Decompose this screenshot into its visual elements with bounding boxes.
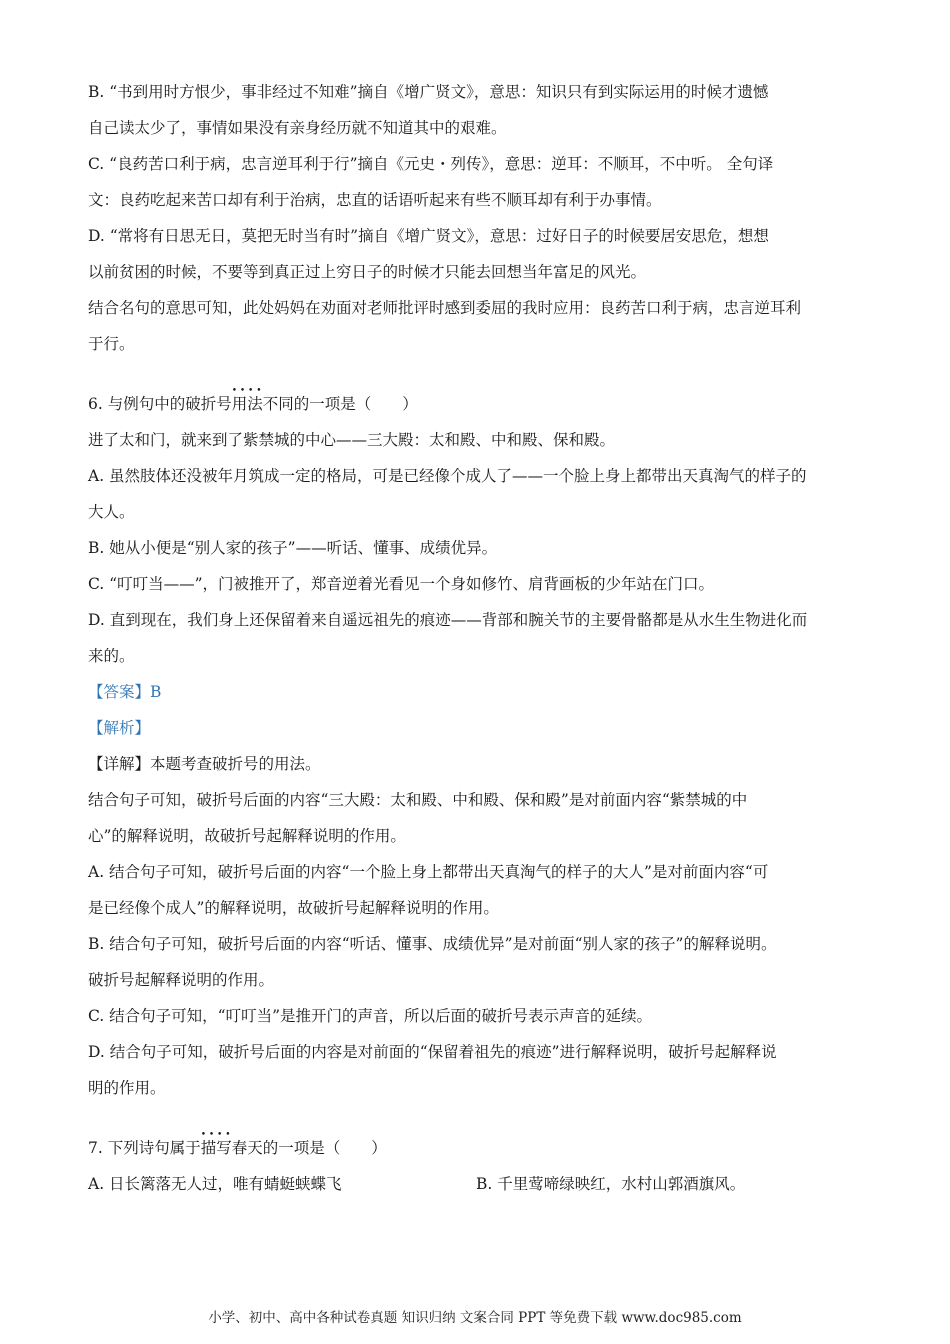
prev-option-c-line2: 文：良药吃起来苦口却有利于治病，忠直的话语听起来有些不顺耳却有利于办事情。: [88, 191, 662, 209]
question-7-options: [88, 1166, 864, 1202]
explanation-line2: 心”的解释说明，故破折号起解释说明的作用。: [88, 827, 406, 845]
explanation-a-line2: 是已经像个成人”的解释说明，故破折号起解释说明的作用。: [88, 899, 499, 917]
question-6-option-a-line1: A. 虽然肢体还没被年月筑成一定的格局，可是已经像个成人了——一个脸上身上都带出天真淘气的样子的: [88, 467, 807, 485]
explanation-a-line1: A. 结合句子可知，破折号后面的内容“一个脸上身上都带出天真淘气的样子的大人”是对前面内容“可: [88, 863, 769, 881]
explanation-d-line1: D. 结合句子可知，破折号后面的内容是对前面的“保留着祖先的痕迹”进行解释说明，破折号起解释说: [88, 1043, 777, 1061]
question-6-stem: 6. 与例句中的破折号• • • • 用法不同的一项是（ ）: [88, 386, 864, 422]
prev-option-b-line2: 自己读太少了，事情如果没有亲身经历就不知道其中的艰难。: [88, 119, 507, 137]
emphasis-dots: • • • • 描写春天: [201, 1130, 263, 1166]
question-7-option-b: B. 千里莺啼绿映红，水村山郭酒旗风。: [476, 1175, 746, 1193]
prev-option-b-line1: B. “书到用时方恨少，事非经过不知难”摘自《增广贤文》，意思：知识只有到实际运用的时候才遗憾: [88, 83, 769, 101]
question-7-stem: 7. 下列诗句属于• • • • 描写春天的一项是（ ）: [88, 1130, 864, 1166]
prev-option-d-line1: D. “常将有日思无日，莫把无时当有时”摘自《增广贤文》，意思：过好日子的时候要居安思危，想想: [88, 227, 769, 245]
explanation-b-line2: 破折号起解释说明的作用。: [88, 971, 275, 989]
prev-option-c-line1: C. “良药苦口利于病，忠言逆耳利于行”摘自《元史・列传》，意思：逆耳：不顺耳，不中听。 全句译: [88, 155, 774, 173]
explanation-b-line1: B. 结合句子可知，破折号后面的内容“听话、懂事、成绩优异”是对前面“别人家的孩子”的解释说明。: [88, 935, 777, 953]
prev-summary-line1: 结合名句的意思可知，此处妈妈在劝面对老师批评时感到委屈的我时应用：良药苦口利于病，忠言逆耳利: [88, 299, 802, 317]
explanation-line1: 结合句子可知，破折号后面的内容“三大殿：太和殿、中和殿、保和殿”是对前面内容“紫禁城的中: [88, 791, 748, 809]
analysis-label: 【解析】: [88, 719, 151, 737]
prev-summary-line2: 于行。: [88, 335, 135, 353]
question-6-option-a-line2: 大人。: [88, 503, 135, 521]
page-footer: 小学、初中、高中各种试卷真题 知识归纳 文案合同 PPT 等免费下载 www.doc985.com: [208, 1310, 742, 1326]
question-7-option-a: A. 日长篱落无人过，唯有蜻蜓蛱蝶飞: [88, 1175, 342, 1193]
question-6-option-d-line1: D. 直到现在，我们身上还保留着来自遥远祖先的痕迹——背部和腕关节的主要骨骼都是从水生生物进化而: [88, 611, 808, 629]
question-6-example: 进了太和门，就来到了紫禁城的中心——三大殿：太和殿、中和殿、保和殿。: [88, 431, 616, 449]
question-6-option-d-line2: 来的。: [88, 647, 135, 665]
emphasis-dots: • • • • 用法不同: [232, 386, 294, 422]
question-6-option-c: C. “叮叮当——”，门被推开了，郑音逆着光看见一个身如修竹、肩背画板的少年站在门口。: [88, 575, 715, 593]
question-6-option-b: B. 她从小便是“别人家的孩子”——听话、懂事、成绩优异。: [88, 539, 498, 557]
answer-label: 【答案】B: [88, 683, 162, 701]
prev-option-d-line2: 以前贫困的时候，不要等到真正过上穷日子的时候才只能去回想当年富足的风光。: [88, 263, 647, 281]
detail-intro: 【详解】本题考查破折号的用法。: [88, 755, 321, 773]
explanation-d-line2: 明的作用。: [88, 1079, 166, 1097]
explanation-c: C. 结合句子可知，“叮叮当”是推开门的声音，所以后面的破折号表示声音的延续。: [88, 1007, 653, 1025]
document-body: [88, 74, 864, 1202]
